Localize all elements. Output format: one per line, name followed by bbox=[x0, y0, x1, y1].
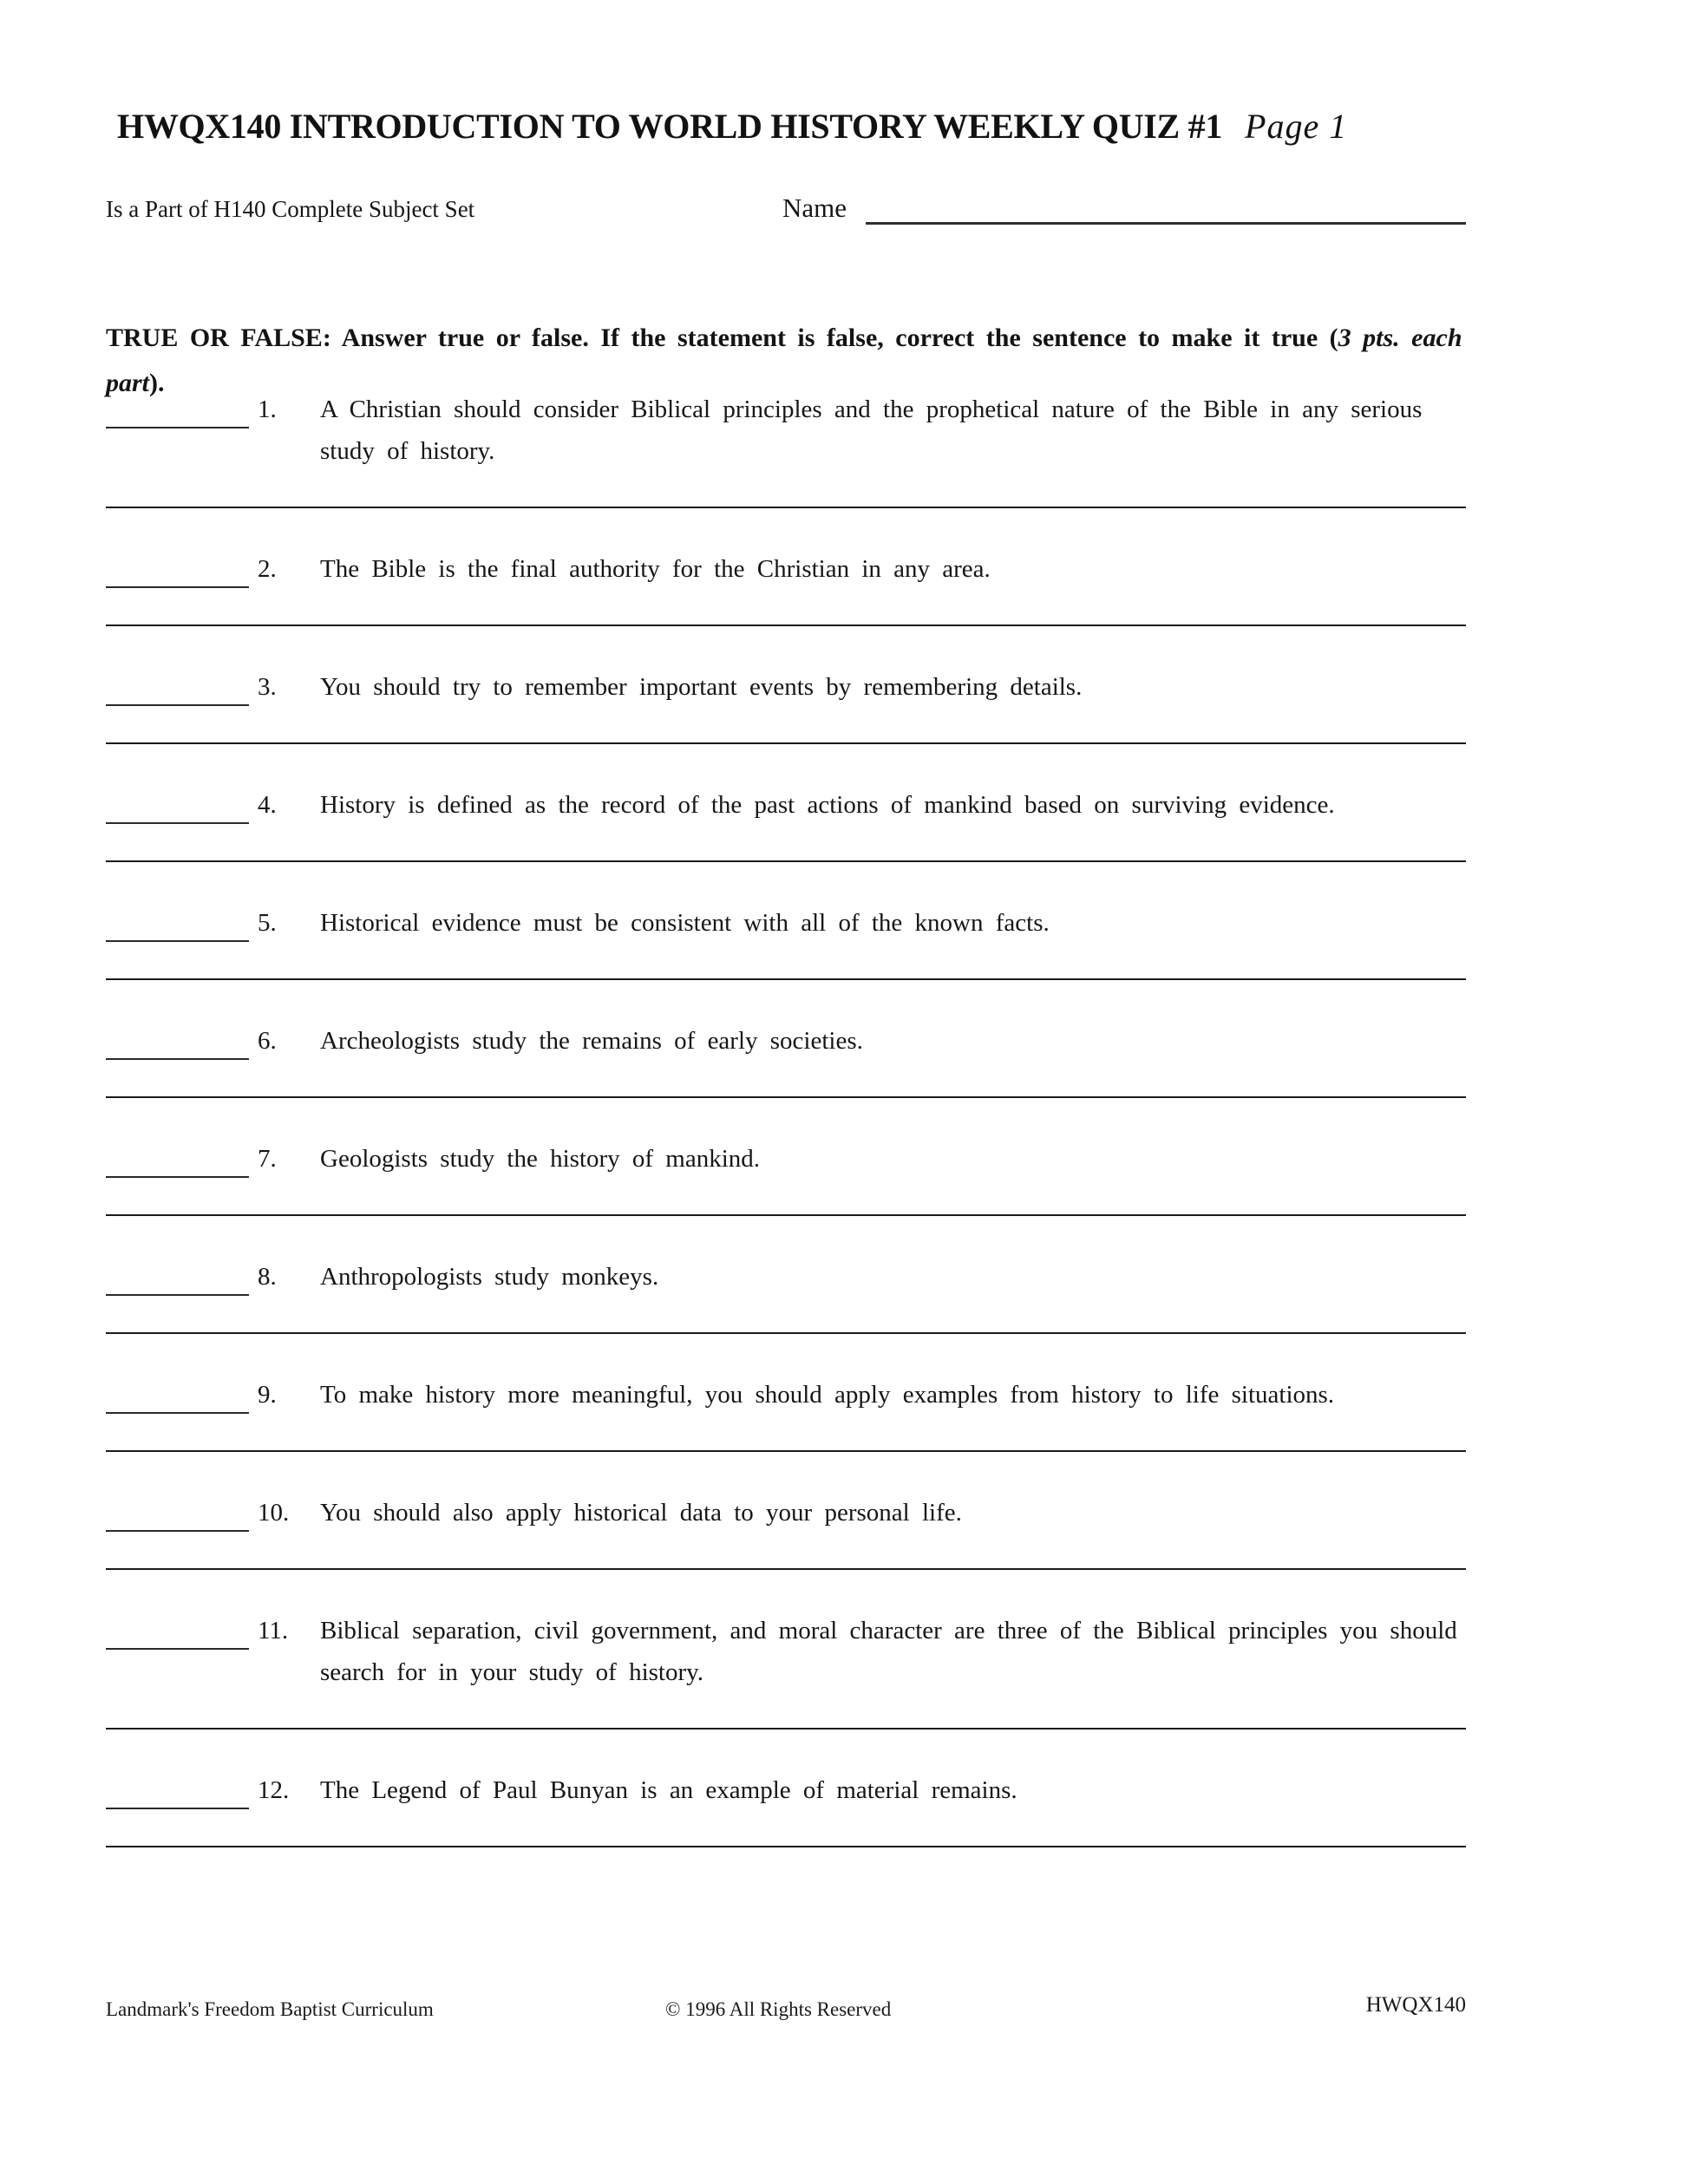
question-row bbox=[106, 1374, 1466, 1416]
item-text: You should try to remember important events by remembering details. bbox=[320, 673, 1083, 701]
footer-publisher: Landmark's Freedom Baptist Curriculum bbox=[106, 1998, 434, 2020]
answer-blank-9[interactable] bbox=[106, 1374, 249, 1414]
item-text: The Legend of Paul Bunyan is an example of material remains. bbox=[320, 1776, 1017, 1804]
item-number: 2. bbox=[258, 555, 277, 583]
item-number: 5. bbox=[258, 909, 277, 937]
question-item-3 bbox=[106, 666, 1466, 744]
item-number: 10. bbox=[258, 1499, 290, 1527]
footer-doc-code: HWQX140 bbox=[1365, 1993, 1466, 2017]
item-separator bbox=[106, 1450, 1466, 1452]
item-separator bbox=[106, 1332, 1466, 1334]
question-row bbox=[106, 1610, 1466, 1693]
item-number: 6. bbox=[258, 1027, 277, 1055]
question-item-12 bbox=[106, 1769, 1466, 1847]
answer-blank-6[interactable] bbox=[106, 1020, 249, 1060]
item-separator bbox=[106, 1846, 1466, 1847]
question-list bbox=[106, 380, 1466, 1847]
item-text: Geologists study the history of mankind. bbox=[320, 1145, 761, 1173]
name-group bbox=[782, 189, 1466, 225]
question-item-8 bbox=[106, 1256, 1466, 1334]
answer-blank-7[interactable] bbox=[106, 1138, 249, 1178]
item-separator bbox=[106, 624, 1466, 626]
question-row bbox=[106, 1256, 1466, 1298]
item-text: Biblical separation, civil government, and moral character are three of the Biblical principles you should search for in your study of history. bbox=[320, 1617, 1457, 1686]
item-separator bbox=[106, 1728, 1466, 1730]
item-separator bbox=[106, 1568, 1466, 1570]
question-row bbox=[106, 1020, 1466, 1062]
item-separator bbox=[106, 742, 1466, 744]
page-footer bbox=[106, 1993, 1466, 2028]
item-text: A Christian should consider Biblical principles and the prophetical nature of the Bible in any serious study of history. bbox=[320, 396, 1423, 465]
question-item-2 bbox=[106, 548, 1466, 626]
item-separator bbox=[106, 978, 1466, 980]
subset-note: Is a Part of H140 Complete Subject Set bbox=[106, 196, 475, 222]
item-text: You should also apply historical data to your personal life. bbox=[320, 1499, 962, 1527]
question-row bbox=[106, 1492, 1466, 1533]
item-text: Archeologists study the remains of early societies. bbox=[320, 1027, 863, 1055]
footer-copyright: © 1996 All Rights Reserved bbox=[665, 1998, 892, 2020]
item-text: The Bible is the final authority for the Christian in any area. bbox=[320, 555, 991, 583]
item-separator bbox=[106, 1096, 1466, 1098]
question-row bbox=[106, 902, 1466, 944]
question-item-9 bbox=[106, 1374, 1466, 1452]
page-title-text: HWQX140 INTRODUCTION TO WORLD HISTORY WEEKLY QUIZ #1 bbox=[117, 107, 1223, 146]
page-number-label: Page 1 bbox=[1245, 107, 1348, 146]
question-item-1 bbox=[106, 389, 1466, 508]
item-number: 7. bbox=[258, 1145, 277, 1173]
name-field[interactable] bbox=[866, 189, 1466, 225]
item-text: To make history more meaningful, you should apply examples from history to life situations. bbox=[320, 1381, 1335, 1409]
question-row bbox=[106, 548, 1466, 590]
instructions-points-note: 3 pts. each part bbox=[106, 324, 1462, 397]
answer-blank-11[interactable] bbox=[106, 1610, 249, 1650]
item-number: 11. bbox=[258, 1617, 289, 1645]
item-separator bbox=[106, 507, 1466, 508]
page-subheader bbox=[106, 189, 1466, 225]
page-title bbox=[117, 106, 1584, 147]
question-item-4 bbox=[106, 784, 1466, 862]
question-row bbox=[106, 1769, 1466, 1811]
answer-blank-2[interactable] bbox=[106, 548, 249, 588]
item-separator bbox=[106, 1214, 1466, 1216]
answer-blank-10[interactable] bbox=[106, 1492, 249, 1532]
item-number: 4. bbox=[258, 791, 277, 819]
answer-blank-3[interactable] bbox=[106, 666, 249, 706]
question-item-6 bbox=[106, 1020, 1466, 1098]
item-number: 1. bbox=[258, 396, 277, 423]
answer-blank-5[interactable] bbox=[106, 902, 249, 942]
answer-blank-8[interactable] bbox=[106, 1256, 249, 1296]
item-text: History is defined as the record of the past actions of mankind based on surviving evidence. bbox=[320, 791, 1335, 819]
question-item-5 bbox=[106, 902, 1466, 980]
question-row bbox=[106, 784, 1466, 826]
question-row bbox=[106, 1138, 1466, 1180]
answer-blank-4[interactable] bbox=[106, 784, 249, 824]
answer-blank-12[interactable] bbox=[106, 1769, 249, 1809]
question-row bbox=[106, 666, 1466, 708]
item-number: 12. bbox=[258, 1776, 290, 1804]
item-number: 3. bbox=[258, 673, 277, 701]
item-number: 8. bbox=[258, 1263, 277, 1291]
answer-blank-1[interactable] bbox=[106, 389, 249, 428]
instructions-text: TRUE OR FALSE: Answer true or false. If the statement is false, correct the sentence to make it true ( bbox=[106, 324, 1338, 352]
item-number: 9. bbox=[258, 1381, 277, 1409]
item-text: Anthropologists study monkeys. bbox=[320, 1263, 659, 1291]
name-label: Name bbox=[782, 193, 847, 223]
question-item-11 bbox=[106, 1610, 1466, 1730]
item-separator bbox=[106, 860, 1466, 862]
question-row bbox=[106, 389, 1466, 472]
question-item-7 bbox=[106, 1138, 1466, 1216]
item-text: Historical evidence must be consistent with all of the known facts. bbox=[320, 909, 1050, 937]
instructions-text-end: ). bbox=[149, 369, 165, 397]
question-item-10 bbox=[106, 1492, 1466, 1570]
